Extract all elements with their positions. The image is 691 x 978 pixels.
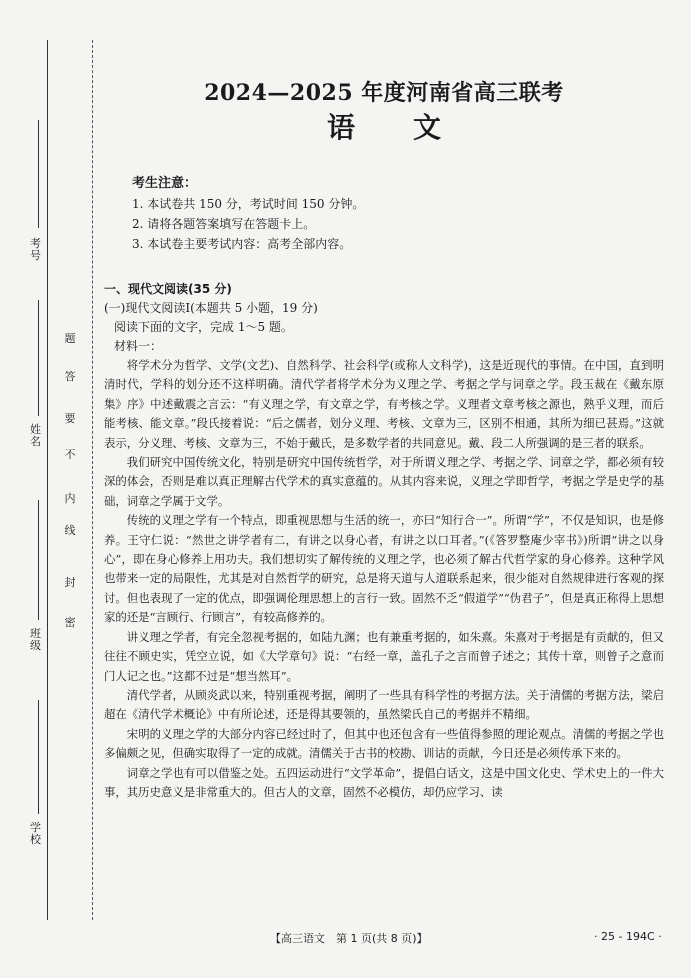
paragraph-1: 将学术分为哲学、文学(文艺)、自然科学、社会科学(或称人文科学)，这是近现代的事情。在中国，直到明清时代，学科的划分还不这样明确。清代学者将学术分为义理之学、考据之学与词章之学。段玉裁在《戴东原集》序》中述戴震之言云：“有义理之学，有文章之学，有考核之学。义理者文章考核之源也，熟乎义理，而后能考核、能文章。”段氏接着说：“后之儒者，划分义理、考核、文章为三，区别不相通，其所为细已甚焉。”这就表示，分义理、考核、文章为三，不始于戴氏，是多数学者的共同意见。戴、段二人所强调的是三者的联系。 — [104, 358, 664, 450]
main-content — [104, 78, 664, 802]
binding-line-outer — [47, 40, 48, 920]
seal-char-3: 线 — [64, 524, 76, 537]
exam-notice — [132, 174, 664, 254]
subject-char-left: 语 — [326, 111, 355, 144]
paragraph-5: 清代学者，从顾炎武以来，特别重视考据，阐明了一些具有科学性的考据方法。关于清儒的考据方法，梁启超在《清代学术概论》中有所论述，还是得其要领的，虽然梁氏自己的考据并不精细。 — [104, 687, 664, 722]
class-label: 班级 — [30, 627, 41, 652]
footer-page-info: 【高三语文 第 1 页(共 8 页)】 — [270, 932, 428, 945]
paragraph-6: 宋明的义理之学的大部分内容已经过时了，但其中也还包含有一些值得参照的理论观点。清儒的考据之学也多偏颇之见，但确实取得了一定的成就。清儒关于古书的校勘、训诂的贡献，今日还是必须传承下来的。 — [104, 726, 664, 761]
exam-id-label: 考号 — [30, 237, 41, 262]
footer-code: · 25 - 194C · — [594, 930, 662, 943]
school-fill-line — [38, 700, 39, 814]
class-fill-line — [38, 500, 39, 620]
reading-section — [104, 280, 664, 802]
notice-item-2: 2. 请将各题答案填写在答题卡上。 — [132, 217, 316, 231]
binding-line-dashed — [92, 40, 93, 920]
name-fill-line — [38, 300, 39, 416]
paragraph-3: 传统的义理之学有一个特点，即重视思想与生活的统一，亦曰“知行合一”。所谓“学”，不仅是知识，也是修养。王守仁说：“然世之讲学者有二，有讲之以身心者，有讲之以口耳者。”(《答罗整庵少宰书》)所谓“讲之以身心”，即在身心修养上用功夫。我们想切实了解传统的义理之学，也必须了解古代哲学家的身心修养。这种学风也带来一定的局限性，尤其是对自然哲学的研究，总是将天道与人道联系起来，很少能对自然规律进行客观的探讨。但也表现了一定的优点，即强调伦理思想上的言行一致。固然不乏“假道学”“伪君子”，但是真正称得上思想家的还是“言顾行、行顾言”，有较高修养的。 — [104, 513, 664, 625]
notice-item-3: 3. 本试卷主要考试内容：高考全部内容。 — [132, 237, 352, 251]
seal-char-8: 题 — [64, 332, 76, 345]
subject-title — [104, 110, 664, 146]
notice-title: 考生注意： — [132, 176, 198, 191]
paragraph-2: 我们研究中国传统文化，特别是研究中国传统哲学，对于所谓义理之学、考据之学、词章之学，都必须有较深的体会，否则是难以真正理解古代学术的真实意蕴的。从其内容来说，义理之学即哲学，考据之学是史学的基础，词章之学属于文学。 — [104, 455, 664, 508]
exam-title: 2024—2025 年度河南省高三联考 — [204, 80, 564, 106]
exam-id-fill-line — [38, 120, 39, 228]
seal-char-2: 封 — [64, 576, 76, 589]
material-label: 材料一： — [114, 339, 163, 353]
reading-instruction: 阅读下面的文字，完成 1～5 题。 — [114, 320, 293, 334]
seal-char-4: 内 — [64, 492, 76, 505]
subject-char-right: 文 — [413, 111, 442, 144]
section-heading: 一、现代文阅读(35 分) — [104, 282, 232, 296]
seal-char-7: 答 — [64, 370, 76, 383]
paragraph-4: 讲义理之学者，有完全忽视考据的，如陆九渊；也有兼重考据的，如朱熹。朱熹对于考据是有贡献的，但又往往不顾史实，凭空立说，如《大学章句》说：“右经一章，盖孔子之言而曾子述之；其传十章，则曾子之意而门人记之也。”这都不过是“想当然耳”。 — [104, 629, 664, 683]
school-label: 学校 — [30, 821, 41, 846]
seal-char-1: 密 — [64, 616, 76, 629]
name-label: 姓名 — [30, 423, 41, 448]
paragraph-7: 词章之学也有可以借鉴之处。五四运动进行“文学革命”，提倡白话文，这是中国文化史、学术史上的一件大事，其历史意义是非常重大的。但古人的文章，固然不必模仿，却仍应学习、读 — [104, 765, 664, 799]
sub-section-heading: (一)现代文阅读Ⅰ(本题共 5 小题，19 分) — [104, 301, 318, 315]
notice-item-1: 1. 本试卷共 150 分，考试时间 150 分钟。 — [132, 197, 365, 211]
seal-char-5: 不 — [64, 448, 76, 461]
seal-char-6: 要 — [64, 412, 76, 425]
